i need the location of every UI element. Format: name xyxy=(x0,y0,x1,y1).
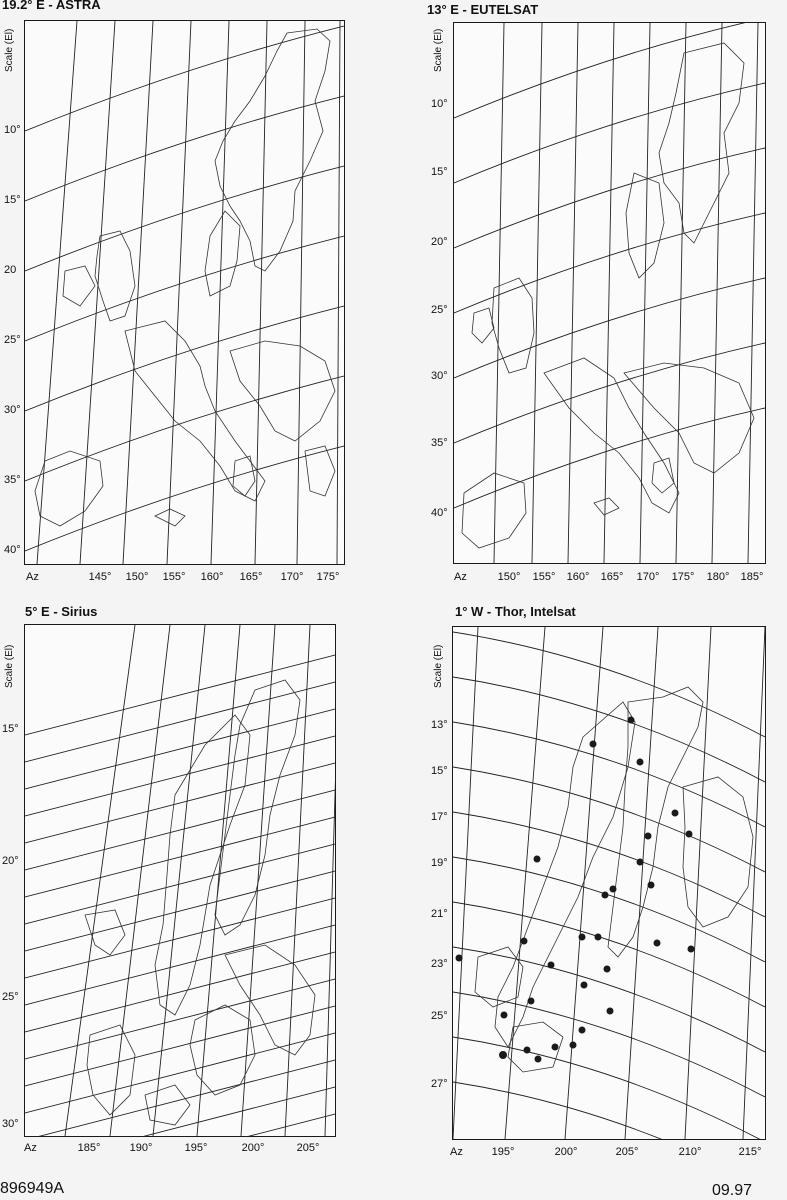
elevation-tick: 20 xyxy=(4,264,17,276)
station-markers xyxy=(456,717,695,1063)
elevation-tick: 20° xyxy=(431,236,448,248)
azimuth-tick: 160° xyxy=(200,571,224,583)
azimuth-grid xyxy=(453,627,765,1139)
scale-axis-label: Scale (El) xyxy=(4,28,15,72)
map-sirius xyxy=(24,624,336,1137)
panel-title: 1° W - Thor, Intelsat xyxy=(455,604,576,619)
elevation-tick: 10° xyxy=(4,124,21,136)
panel-title: 13° E - EUTELSAT xyxy=(427,2,539,17)
elevation-tick: 40° xyxy=(431,507,448,519)
elevation-tick: 30° xyxy=(431,370,448,382)
coastline-outline xyxy=(462,43,754,548)
elevation-tick: 15° xyxy=(431,166,448,178)
elevation-tick: 25° xyxy=(2,991,19,1003)
azimuth-tick: 170° xyxy=(636,571,660,583)
elevation-grid xyxy=(25,26,344,551)
azimuth-tick: 195° xyxy=(491,1146,515,1158)
elevation-tick: 21° xyxy=(431,908,448,920)
elevation-tick: 20° xyxy=(2,855,19,867)
elevation-tick: 15° xyxy=(2,723,19,735)
scale-axis-label: Scale (El) xyxy=(433,644,444,688)
azimuth-tick: 160° xyxy=(566,571,590,583)
azimuth-tick: 180° xyxy=(706,571,730,583)
azimuth-tick: 190° xyxy=(129,1142,153,1154)
elevation-tick: 25° xyxy=(431,1010,448,1022)
azimuth-axis-label: Az xyxy=(454,571,467,583)
azimuth-tick: 210° xyxy=(678,1146,702,1158)
azimuth-tick: 185° xyxy=(740,571,764,583)
coastline-outline xyxy=(475,687,753,1072)
coastline-outline xyxy=(35,29,335,526)
azimuth-grid xyxy=(65,625,335,1136)
azimuth-tick: 205° xyxy=(296,1142,320,1154)
azimuth-tick: 165° xyxy=(600,571,624,583)
elevation-tick: 40° xyxy=(4,544,21,556)
elevation-tick: 35° xyxy=(431,437,448,449)
elevation-grid xyxy=(453,632,765,1139)
date-code: 09.97 xyxy=(712,1182,753,1199)
elevation-tick: 27° xyxy=(431,1078,448,1090)
elevation-tick: 35° xyxy=(4,474,21,486)
azimuth-tick: 185° xyxy=(77,1142,101,1154)
elevation-tick: 15° xyxy=(431,765,448,777)
elevation-tick: 23° xyxy=(431,958,448,970)
azimuth-tick: 195° xyxy=(184,1142,208,1154)
elevation-tick: 30° xyxy=(2,1118,19,1130)
azimuth-tick: 215° xyxy=(738,1146,762,1158)
elevation-tick: 10° xyxy=(431,98,448,110)
azimuth-axis-label: Az xyxy=(24,1142,37,1154)
azimuth-grid xyxy=(494,23,758,563)
azimuth-tick: 165° xyxy=(239,571,263,583)
azimuth-tick: 155° xyxy=(162,571,186,583)
map-eutelsat xyxy=(453,22,766,564)
azimuth-tick: 175° xyxy=(671,571,695,583)
scale-axis-label: Scale (El) xyxy=(433,28,444,72)
elevation-tick: 25° xyxy=(4,334,21,346)
panel-title: 5° E - Sirius xyxy=(25,604,98,619)
azimuth-tick: 200° xyxy=(241,1142,265,1154)
elevation-tick: 13° xyxy=(431,719,448,731)
azimuth-tick: 150° xyxy=(125,571,149,583)
azimuth-tick: 205° xyxy=(615,1146,639,1158)
elevation-tick: 17° xyxy=(431,811,448,823)
map-astra xyxy=(24,20,345,565)
elevation-tick: 30° xyxy=(4,404,21,416)
azimuth-tick: 175° xyxy=(316,571,340,583)
azimuth-tick: 145° xyxy=(88,571,112,583)
elevation-tick: 15° xyxy=(4,194,21,206)
elevation-tick: 25° xyxy=(431,304,448,316)
panel-title: 19.2° E - ASTRA xyxy=(2,0,101,12)
azimuth-tick: 155° xyxy=(532,571,556,583)
document-code: 896949A xyxy=(0,1180,65,1197)
azimuth-grid xyxy=(37,21,340,564)
azimuth-axis-label: Az xyxy=(26,571,39,583)
azimuth-tick: 150° xyxy=(497,571,521,583)
scale-axis-label: Scale (El) xyxy=(4,644,15,688)
azimuth-axis-label: Az xyxy=(450,1146,463,1158)
azimuth-tick: 200° xyxy=(554,1146,578,1158)
map-thor-intelsat xyxy=(452,626,766,1140)
azimuth-tick: 170° xyxy=(280,571,304,583)
elevation-tick: 19° xyxy=(431,857,448,869)
